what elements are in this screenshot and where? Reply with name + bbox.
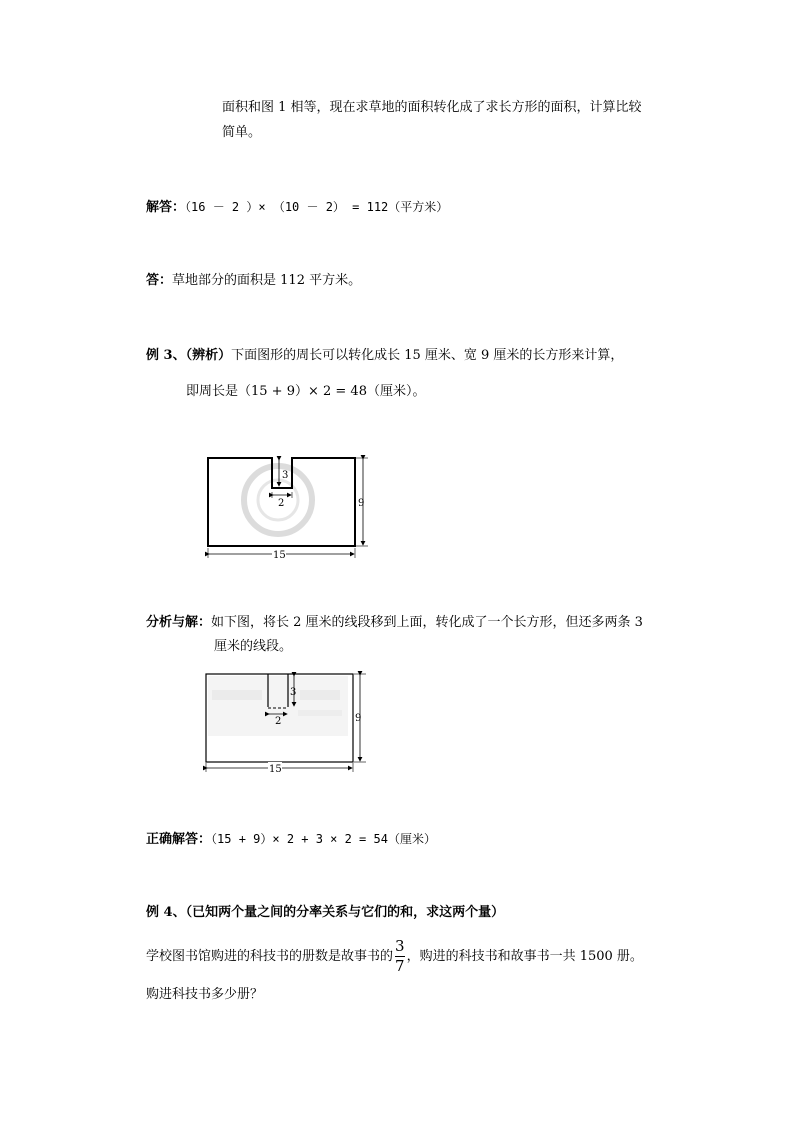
figure-1-label-2: 2 (278, 498, 285, 509)
fraction-denominator: 7 (395, 957, 405, 975)
reply-1-label: 答： (146, 273, 173, 288)
figure-2 (198, 664, 370, 776)
intro-line-1: 面积和图 1 相等，现在求草地的面积转化成了求长方形的面积，计算比较 (222, 100, 642, 115)
example-4-text-before: 学校图书馆购进的科技书的册数是故事书的 (146, 949, 394, 964)
example-3-text: 下面图形的周长可以转化成长 15 厘米、宽 9 厘米的长方形来计算， (231, 348, 624, 363)
figure-2-label-3: 3 (290, 687, 297, 698)
figure-1-label-3: 3 (282, 470, 289, 481)
answer-1-label: 解答： (146, 200, 186, 215)
example-3 (146, 347, 623, 365)
answer-1-formula: （16 － 2 ）× （10 － 2） = 112（平方米） (185, 200, 449, 214)
figure-1-label-15: 15 (273, 550, 286, 561)
figure-1-diagram (200, 448, 380, 563)
figure-1 (200, 448, 380, 563)
example-3-label: 例 3、（辨析） (146, 348, 232, 363)
figure-1-label-9: 9 (358, 498, 365, 509)
figure-2-label-9: 9 (355, 713, 362, 724)
reply-1 (146, 272, 361, 290)
correct-answer (146, 830, 436, 849)
analysis-label: 分析与解： (146, 615, 212, 630)
analysis-text: 如下图，将长 2 厘米的线段移到上面，转化成了一个长方形，但还多两条 3 (211, 615, 643, 630)
example-4-line-2: 购进科技书多少册？ (146, 987, 264, 1002)
figure-2-diagram (198, 664, 370, 776)
fraction-numerator: 3 (395, 937, 405, 955)
example-4-title: 例 4、（已知两个量之间的分率关系与它们的和，求这两个量） (146, 905, 505, 920)
scan-background (208, 676, 348, 736)
example-3-line-2: 即周长是（15 + 9）× 2 = 48（厘米）。 (186, 384, 426, 399)
correct-answer-formula: （15 + 9）× 2 + 3 × 2 = 54（厘米） (211, 832, 436, 846)
intro-line-2: 简单。 (222, 125, 262, 140)
reply-1-text: 草地部分的面积是 112 平方米。 (172, 273, 362, 288)
answer-1 (146, 198, 448, 217)
analysis (146, 614, 643, 632)
correct-answer-label: 正确解答： (146, 832, 212, 847)
analysis-line-2: 厘米的线段。 (214, 639, 293, 654)
example-4-text-after: ，购进的科技书和故事书一共 1500 册。 (406, 949, 643, 964)
figure-2-label-2: 2 (275, 716, 282, 727)
figure-2-label-15: 15 (269, 764, 282, 775)
example-4-text (146, 937, 643, 977)
example-4-fraction (395, 938, 405, 975)
